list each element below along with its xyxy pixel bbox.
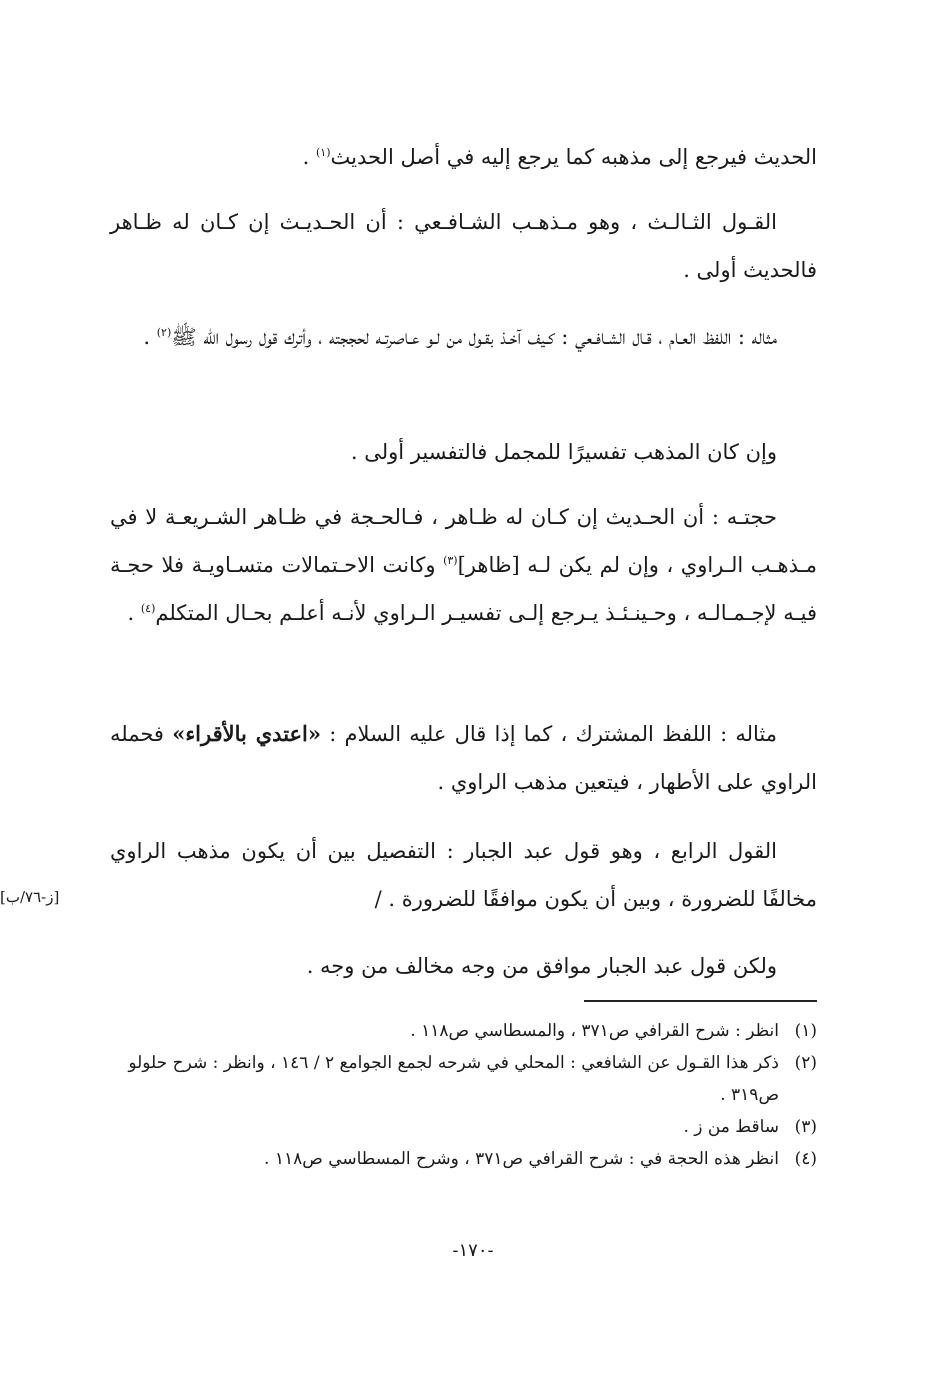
footnote-ref-1[interactable]: (١): [315, 146, 331, 159]
paragraph-5-text-b: وكانت الاحـتمالات متسـاويـة فلا حجـة فيـه لإجـمـالـه ، وحـينـئـذ يـرجع إلـى تفسيـر الـراوي لأنـه أعلـم بحـال المتكلم: [110, 553, 817, 625]
footnote-separator: [584, 1000, 817, 1002]
footnote-2: [110, 1047, 817, 1111]
footnote-number: (٣): [794, 1117, 817, 1137]
footnote-ref-2[interactable]: (٢): [156, 326, 172, 339]
hadith-quote: «اعتدي بالأقراء»: [172, 721, 322, 746]
paragraph-7: [110, 827, 817, 923]
paragraph-3-text: مثاله : اللفظ العـام ، قـال الشـافـعي : كـيف آخـذ بقـول من لـو عـاصرتـه لحججته ، وأترك قول رسول الله ﷺ: [171, 325, 777, 349]
page-number: -١٧٠-: [452, 1240, 494, 1261]
paragraph-2-text: القـول الثـالـث ، وهو مـذهـب الشـافـعي : أن الحـديـث إن كـان له ظـاهر فالحديث أولى .: [110, 210, 817, 282]
paragraph-4: [110, 428, 817, 476]
paragraph-1-end: .: [302, 145, 316, 169]
footnote-ref-3[interactable]: (٣): [443, 554, 458, 567]
paragraph-5: [110, 493, 817, 637]
paragraph-6-text-b: فحمله الراوي على الأطهار ، فيتعين مذهب الراوي .: [110, 722, 817, 794]
footnote-3: [110, 1111, 817, 1143]
paragraph-6-text-a: مثاله : اللفظ المشترك ، كما إذا قال عليه السلام :: [321, 722, 778, 746]
paragraph-3: [110, 313, 817, 361]
paragraph-2: [110, 198, 817, 294]
footnote-number: (٢): [794, 1053, 817, 1073]
paragraph-6: [110, 710, 817, 806]
footnote-text: انظر هذه الحجة في : شرح القرافي ص٣٧١ ، وشرح المسطاسي ص١١٨ .: [264, 1149, 779, 1169]
footnote-number: (١): [794, 1021, 817, 1041]
paragraph-4-text: وإن كان المذهب تفسيرًا للمجمل فالتفسير أولى .: [350, 440, 777, 464]
paragraph-3-end: .: [143, 325, 157, 349]
paragraph-8-text: ولكن قول عبد الجبار موافق من وجه مخالف من وجه .: [306, 954, 777, 978]
footnote-text: ساقط من ز .: [683, 1117, 779, 1137]
footnote-text: ذكر هذا القـول عن الشافعي : المحلي في شرحه لجمع الجوامع ٢ / ١٤٦ ، وانظر : شرح حلولو ص٣١٩ .: [128, 1053, 779, 1105]
manuscript-margin-note: [ز-٧٦/ب]: [0, 888, 60, 906]
footnotes: [110, 1015, 817, 1175]
paragraph-1: [110, 133, 817, 181]
paragraph-8: [110, 942, 817, 990]
paragraph-5-end: .: [127, 601, 141, 625]
paragraph-7-text: القول الرابع ، وهو قول عبد الجبار : التفصيل بين أن يكون مذهب الراوي مخالفًا للضرورة ، وبين أن يكون موافقًا للضرورة . /: [110, 839, 817, 911]
footnote-1: [110, 1015, 817, 1047]
footnote-number: (٤): [794, 1149, 817, 1169]
footnote-ref-4[interactable]: (٤): [140, 602, 156, 615]
paragraph-5-text-a: حجتـه : أن الحـديث إن كـان له ظـاهر ، فـالحـجة في ظـاهر الشـريعـة لا في مـذهـب الـراوي ، وإن لم يكن لـه [ظاهر]: [110, 505, 817, 577]
footnote-4: [110, 1143, 817, 1175]
footnote-text: انظر : شرح القرافي ص٣٧١ ، والمسطاسي ص١١٨ .: [410, 1021, 779, 1041]
paragraph-1-text: الحديث فيرجع إلى مذهبه كما يرجع إليه في أصل الحديث: [330, 145, 817, 169]
